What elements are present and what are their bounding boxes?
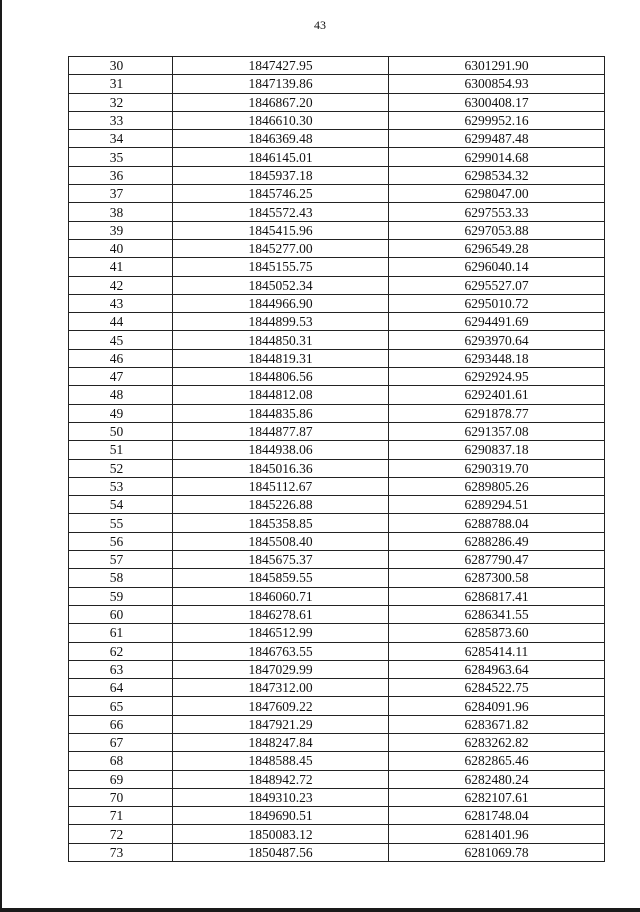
table-row	[69, 93, 605, 111]
coordinates-table-body	[69, 57, 605, 862]
x-coordinate-cell: 1845358.85	[173, 514, 389, 532]
point-number-cell: 50	[69, 422, 173, 440]
y-coordinate-cell: 6290319.70	[389, 459, 605, 477]
table-row	[69, 221, 605, 239]
table-row	[69, 404, 605, 422]
x-coordinate-cell: 1849690.51	[173, 807, 389, 825]
table-row	[69, 843, 605, 861]
table-row	[69, 276, 605, 294]
point-number-cell: 59	[69, 587, 173, 605]
y-coordinate-cell: 6299952.16	[389, 111, 605, 129]
x-coordinate-cell: 1844806.56	[173, 368, 389, 386]
x-coordinate-cell: 1845155.75	[173, 258, 389, 276]
point-number-cell: 56	[69, 532, 173, 550]
table-row	[69, 185, 605, 203]
y-coordinate-cell: 6299487.48	[389, 130, 605, 148]
point-number-cell: 30	[69, 57, 173, 75]
x-coordinate-cell: 1844850.31	[173, 331, 389, 349]
x-coordinate-cell: 1850487.56	[173, 843, 389, 861]
table-row	[69, 624, 605, 642]
y-coordinate-cell: 6282107.61	[389, 788, 605, 806]
x-coordinate-cell: 1845415.96	[173, 221, 389, 239]
point-number-cell: 42	[69, 276, 173, 294]
point-number-cell: 60	[69, 605, 173, 623]
point-number-cell: 32	[69, 93, 173, 111]
y-coordinate-cell: 6297553.33	[389, 203, 605, 221]
point-number-cell: 36	[69, 166, 173, 184]
y-coordinate-cell: 6298047.00	[389, 185, 605, 203]
y-coordinate-cell: 6284091.96	[389, 697, 605, 715]
table-row	[69, 514, 605, 532]
y-coordinate-cell: 6301291.90	[389, 57, 605, 75]
table-row	[69, 752, 605, 770]
point-number-cell: 37	[69, 185, 173, 203]
table-row	[69, 660, 605, 678]
point-number-cell: 66	[69, 715, 173, 733]
table-row	[69, 386, 605, 404]
table-row	[69, 57, 605, 75]
point-number-cell: 67	[69, 733, 173, 751]
table-row	[69, 788, 605, 806]
point-number-cell: 41	[69, 258, 173, 276]
x-coordinate-cell: 1845675.37	[173, 551, 389, 569]
point-number-cell: 33	[69, 111, 173, 129]
x-coordinate-cell: 1850083.12	[173, 825, 389, 843]
y-coordinate-cell: 6282480.24	[389, 770, 605, 788]
x-coordinate-cell: 1845937.18	[173, 166, 389, 184]
x-coordinate-cell: 1846145.01	[173, 148, 389, 166]
point-number-cell: 46	[69, 349, 173, 367]
x-coordinate-cell: 1846060.71	[173, 587, 389, 605]
table-row	[69, 715, 605, 733]
y-coordinate-cell: 6292401.61	[389, 386, 605, 404]
y-coordinate-cell: 6283262.82	[389, 733, 605, 751]
table-row	[69, 422, 605, 440]
y-coordinate-cell: 6291357.08	[389, 422, 605, 440]
y-coordinate-cell: 6289294.51	[389, 496, 605, 514]
y-coordinate-cell: 6289805.26	[389, 477, 605, 495]
table-row	[69, 551, 605, 569]
point-number-cell: 54	[69, 496, 173, 514]
x-coordinate-cell: 1845052.34	[173, 276, 389, 294]
y-coordinate-cell: 6292924.95	[389, 368, 605, 386]
x-coordinate-cell: 1845277.00	[173, 239, 389, 257]
point-number-cell: 34	[69, 130, 173, 148]
point-number-cell: 53	[69, 477, 173, 495]
table-row	[69, 148, 605, 166]
table-row	[69, 477, 605, 495]
x-coordinate-cell: 1846369.48	[173, 130, 389, 148]
point-number-cell: 64	[69, 679, 173, 697]
y-coordinate-cell: 6288788.04	[389, 514, 605, 532]
x-coordinate-cell: 1845859.55	[173, 569, 389, 587]
x-coordinate-cell: 1844835.86	[173, 404, 389, 422]
y-coordinate-cell: 6294491.69	[389, 313, 605, 331]
table-row	[69, 313, 605, 331]
table-row	[69, 496, 605, 514]
x-coordinate-cell: 1847139.86	[173, 75, 389, 93]
point-number-cell: 68	[69, 752, 173, 770]
table-row	[69, 441, 605, 459]
y-coordinate-cell: 6293970.64	[389, 331, 605, 349]
x-coordinate-cell: 1846763.55	[173, 642, 389, 660]
point-number-cell: 45	[69, 331, 173, 349]
point-number-cell: 35	[69, 148, 173, 166]
x-coordinate-cell: 1844938.06	[173, 441, 389, 459]
x-coordinate-cell: 1846512.99	[173, 624, 389, 642]
point-number-cell: 49	[69, 404, 173, 422]
table-row	[69, 770, 605, 788]
point-number-cell: 47	[69, 368, 173, 386]
x-coordinate-cell: 1847312.00	[173, 679, 389, 697]
y-coordinate-cell: 6286817.41	[389, 587, 605, 605]
table-row	[69, 130, 605, 148]
x-coordinate-cell: 1848247.84	[173, 733, 389, 751]
x-coordinate-cell: 1845572.43	[173, 203, 389, 221]
table-row	[69, 111, 605, 129]
y-coordinate-cell: 6291878.77	[389, 404, 605, 422]
x-coordinate-cell: 1848588.45	[173, 752, 389, 770]
y-coordinate-cell: 6298534.32	[389, 166, 605, 184]
x-coordinate-cell: 1849310.23	[173, 788, 389, 806]
point-number-cell: 52	[69, 459, 173, 477]
y-coordinate-cell: 6281069.78	[389, 843, 605, 861]
x-coordinate-cell: 1845016.36	[173, 459, 389, 477]
point-number-cell: 40	[69, 239, 173, 257]
y-coordinate-cell: 6283671.82	[389, 715, 605, 733]
x-coordinate-cell: 1847921.29	[173, 715, 389, 733]
table-row	[69, 825, 605, 843]
x-coordinate-cell: 1844899.53	[173, 313, 389, 331]
table-row	[69, 203, 605, 221]
table-row	[69, 75, 605, 93]
y-coordinate-cell: 6299014.68	[389, 148, 605, 166]
point-number-cell: 63	[69, 660, 173, 678]
point-number-cell: 65	[69, 697, 173, 715]
table-row	[69, 569, 605, 587]
x-coordinate-cell: 1847609.22	[173, 697, 389, 715]
y-coordinate-cell: 6297053.88	[389, 221, 605, 239]
table-row	[69, 368, 605, 386]
x-coordinate-cell: 1845508.40	[173, 532, 389, 550]
scan-border-bottom	[0, 908, 640, 912]
page-number: 43	[314, 18, 326, 32]
x-coordinate-cell: 1846278.61	[173, 605, 389, 623]
point-number-cell: 38	[69, 203, 173, 221]
table-row	[69, 733, 605, 751]
y-coordinate-cell: 6282865.46	[389, 752, 605, 770]
table-row	[69, 239, 605, 257]
x-coordinate-cell: 1847029.99	[173, 660, 389, 678]
y-coordinate-cell: 6300408.17	[389, 93, 605, 111]
point-number-cell: 48	[69, 386, 173, 404]
y-coordinate-cell: 6300854.93	[389, 75, 605, 93]
point-number-cell: 43	[69, 294, 173, 312]
point-number-cell: 58	[69, 569, 173, 587]
y-coordinate-cell: 6285414.11	[389, 642, 605, 660]
y-coordinate-cell: 6287300.58	[389, 569, 605, 587]
table-row	[69, 166, 605, 184]
point-number-cell: 57	[69, 551, 173, 569]
x-coordinate-cell: 1848942.72	[173, 770, 389, 788]
x-coordinate-cell: 1844812.08	[173, 386, 389, 404]
point-number-cell: 31	[69, 75, 173, 93]
table-row	[69, 807, 605, 825]
table-row	[69, 697, 605, 715]
y-coordinate-cell: 6284522.75	[389, 679, 605, 697]
table-row	[69, 532, 605, 550]
point-number-cell: 39	[69, 221, 173, 239]
y-coordinate-cell: 6287790.47	[389, 551, 605, 569]
x-coordinate-cell: 1844966.90	[173, 294, 389, 312]
y-coordinate-cell: 6284963.64	[389, 660, 605, 678]
scan-border-left	[0, 0, 2, 912]
table-row	[69, 679, 605, 697]
table-row	[69, 459, 605, 477]
y-coordinate-cell: 6285873.60	[389, 624, 605, 642]
y-coordinate-cell: 6281401.96	[389, 825, 605, 843]
point-number-cell: 51	[69, 441, 173, 459]
x-coordinate-cell: 1844819.31	[173, 349, 389, 367]
point-number-cell: 70	[69, 788, 173, 806]
y-coordinate-cell: 6293448.18	[389, 349, 605, 367]
y-coordinate-cell: 6295527.07	[389, 276, 605, 294]
point-number-cell: 72	[69, 825, 173, 843]
coordinates-table	[68, 56, 605, 862]
point-number-cell: 73	[69, 843, 173, 861]
point-number-cell: 55	[69, 514, 173, 532]
point-number-cell: 62	[69, 642, 173, 660]
table-row	[69, 331, 605, 349]
x-coordinate-cell: 1846867.20	[173, 93, 389, 111]
y-coordinate-cell: 6296040.14	[389, 258, 605, 276]
x-coordinate-cell: 1847427.95	[173, 57, 389, 75]
x-coordinate-cell: 1845112.67	[173, 477, 389, 495]
table-row	[69, 587, 605, 605]
table-row	[69, 349, 605, 367]
point-number-cell: 69	[69, 770, 173, 788]
table-row	[69, 642, 605, 660]
y-coordinate-cell: 6290837.18	[389, 441, 605, 459]
table-row	[69, 605, 605, 623]
x-coordinate-cell: 1845226.88	[173, 496, 389, 514]
table-row	[69, 258, 605, 276]
x-coordinate-cell: 1844877.87	[173, 422, 389, 440]
y-coordinate-cell: 6295010.72	[389, 294, 605, 312]
x-coordinate-cell: 1846610.30	[173, 111, 389, 129]
y-coordinate-cell: 6288286.49	[389, 532, 605, 550]
point-number-cell: 71	[69, 807, 173, 825]
table-row	[69, 294, 605, 312]
y-coordinate-cell: 6286341.55	[389, 605, 605, 623]
point-number-cell: 44	[69, 313, 173, 331]
x-coordinate-cell: 1845746.25	[173, 185, 389, 203]
y-coordinate-cell: 6281748.04	[389, 807, 605, 825]
point-number-cell: 61	[69, 624, 173, 642]
y-coordinate-cell: 6296549.28	[389, 239, 605, 257]
